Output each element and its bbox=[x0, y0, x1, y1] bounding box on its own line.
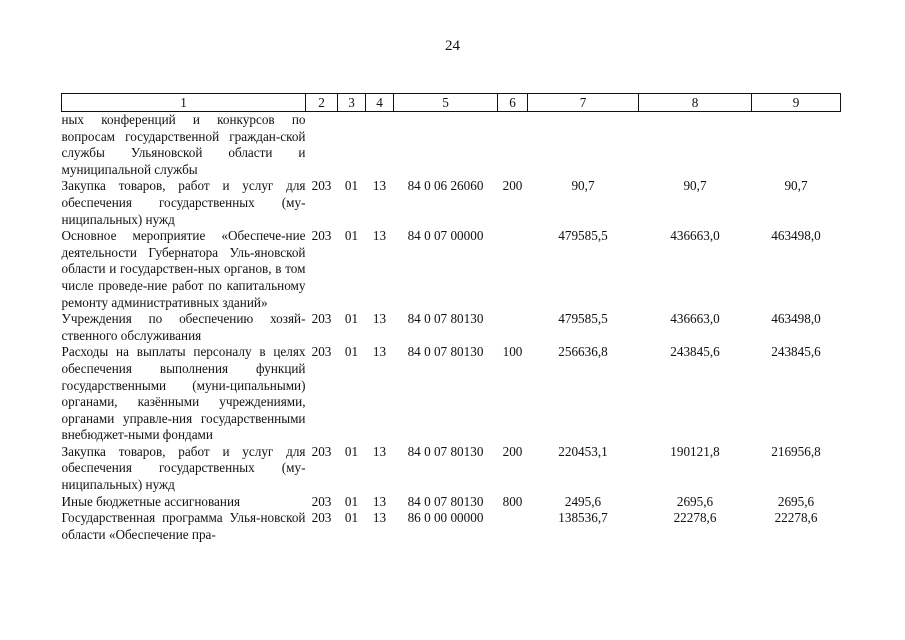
cell-amount-9: 90,7 bbox=[784, 178, 808, 194]
cell-ministry: 203 bbox=[311, 493, 332, 509]
table-row bbox=[62, 494, 841, 511]
table-row bbox=[62, 510, 841, 543]
cell-ministry: 203 bbox=[311, 228, 332, 244]
cell-subsection: 13 bbox=[372, 178, 387, 194]
table-row bbox=[62, 344, 841, 444]
cell-expense-type bbox=[498, 112, 528, 179]
cell-subsection: 13 bbox=[372, 228, 387, 244]
cell-ministry: 203 bbox=[311, 311, 332, 327]
page-number: 24 bbox=[445, 38, 460, 54]
row-description: Основное мероприятие «Обеспече-ние деятельности Губернатора Уль-яновской области и государствен-ных органов, в том числе проведе-ние работ по капитальному ремонту административных зданий» bbox=[61, 228, 306, 310]
cell-target-article: 84 0 07 80130 bbox=[407, 443, 484, 459]
cell-expense-type bbox=[498, 510, 528, 543]
cell-amount-8: 2695,6 bbox=[676, 493, 714, 509]
cell-amount-8: 90,7 bbox=[683, 178, 707, 194]
cell-target-article: 84 0 07 80130 bbox=[407, 344, 484, 360]
cell-target-article: 84 0 07 80130 bbox=[407, 493, 484, 509]
cell-section: 01 bbox=[344, 493, 359, 509]
cell-subsection: 13 bbox=[372, 510, 387, 526]
cell-ministry: 203 bbox=[311, 178, 332, 194]
cell-amount-8 bbox=[639, 112, 752, 179]
cell-amount-7 bbox=[528, 112, 639, 179]
cell-amount-7: 479585,5 bbox=[558, 228, 608, 244]
cell-section: 01 bbox=[344, 178, 359, 194]
cell-amount-8: 243845,6 bbox=[670, 344, 720, 360]
cell-target-article: 84 0 06 26060 bbox=[407, 178, 484, 194]
cell-amount-9: 216956,8 bbox=[771, 443, 821, 459]
cell-amount-7: 2495,6 bbox=[564, 493, 602, 509]
column-header: 2 bbox=[306, 94, 338, 112]
cell-amount-7: 90,7 bbox=[571, 178, 595, 194]
cell-expense-type bbox=[498, 228, 528, 311]
cell-ministry bbox=[306, 112, 338, 179]
column-header: 4 bbox=[366, 94, 394, 112]
cell-expense-type: 200 bbox=[502, 178, 523, 194]
column-header: 5 bbox=[394, 94, 498, 112]
row-description: Закупка товаров, работ и услуг для обеспечения государственных (му-ниципальных) нужд bbox=[61, 443, 306, 493]
cell-section: 01 bbox=[344, 311, 359, 327]
cell-expense-type: 200 bbox=[502, 443, 523, 459]
cell-amount-8: 436663,0 bbox=[670, 311, 720, 327]
table-header-row bbox=[62, 94, 841, 112]
table-row bbox=[62, 444, 841, 494]
column-header: 1 bbox=[62, 94, 306, 112]
column-header: 9 bbox=[752, 94, 841, 112]
cell-amount-8: 22278,6 bbox=[673, 510, 717, 526]
column-header: 7 bbox=[528, 94, 639, 112]
table-row bbox=[62, 228, 841, 311]
cell-amount-7: 220453,1 bbox=[558, 443, 608, 459]
cell-amount-9: 2695,6 bbox=[777, 493, 815, 509]
cell-amount-9: 243845,6 bbox=[771, 344, 821, 360]
cell-ministry: 203 bbox=[311, 344, 332, 360]
cell-amount-7: 256636,8 bbox=[558, 344, 608, 360]
cell-target-article: 84 0 07 00000 bbox=[407, 228, 484, 244]
column-header: 8 bbox=[639, 94, 752, 112]
table-row bbox=[62, 178, 841, 228]
table-row bbox=[62, 112, 841, 179]
cell-section: 01 bbox=[344, 344, 359, 360]
cell-amount-7: 479585,5 bbox=[558, 311, 608, 327]
cell-subsection: 13 bbox=[372, 443, 387, 459]
cell-subsection bbox=[366, 112, 394, 179]
table-row bbox=[62, 311, 841, 344]
cell-subsection: 13 bbox=[372, 311, 387, 327]
cell-amount-9: 463498,0 bbox=[771, 228, 821, 244]
column-header: 6 bbox=[498, 94, 528, 112]
cell-expense-type: 100 bbox=[502, 344, 523, 360]
row-description: ных конференций и конкурсов по вопросам государственной граждан-ской службы Ульяновской области и муниципальной службы bbox=[61, 112, 306, 177]
budget-table bbox=[61, 93, 841, 543]
row-description: Иные бюджетные ассигнования bbox=[61, 493, 241, 509]
cell-target-article: 86 0 00 00000 bbox=[407, 510, 484, 526]
cell-section bbox=[338, 112, 366, 179]
cell-amount-7: 138536,7 bbox=[558, 510, 608, 526]
cell-amount-9: 463498,0 bbox=[771, 311, 821, 327]
cell-ministry: 203 bbox=[311, 510, 332, 526]
cell-ministry: 203 bbox=[311, 443, 332, 459]
row-description: Государственная программа Улья-новской области «Обеспечение пра- bbox=[61, 510, 306, 542]
row-description: Учреждения по обеспечению хозяй-ственного обслуживания bbox=[61, 311, 306, 343]
cell-section: 01 bbox=[344, 443, 359, 459]
cell-section: 01 bbox=[344, 510, 359, 526]
cell-amount-8: 436663,0 bbox=[670, 228, 720, 244]
cell-subsection: 13 bbox=[372, 493, 387, 509]
cell-expense-type bbox=[498, 311, 528, 344]
row-description: Расходы на выплаты персоналу в целях обеспечения выполнения функций государственными (муни-ципальными) органами, казёнными учреждениями, органами управле-ния государственными внебюджет-ными фондами bbox=[61, 344, 306, 443]
cell-section: 01 bbox=[344, 228, 359, 244]
cell-expense-type: 800 bbox=[502, 493, 523, 509]
cell-amount-9 bbox=[752, 112, 841, 179]
row-description: Закупка товаров, работ и услуг для обеспечения государственных (му-ниципальных) нужд bbox=[61, 178, 306, 227]
cell-amount-9: 22278,6 bbox=[774, 510, 818, 526]
cell-subsection: 13 bbox=[372, 344, 387, 360]
cell-target-article: 84 0 07 80130 bbox=[407, 311, 484, 327]
column-header: 3 bbox=[338, 94, 366, 112]
cell-target-article bbox=[394, 112, 498, 179]
cell-amount-8: 190121,8 bbox=[670, 443, 720, 459]
